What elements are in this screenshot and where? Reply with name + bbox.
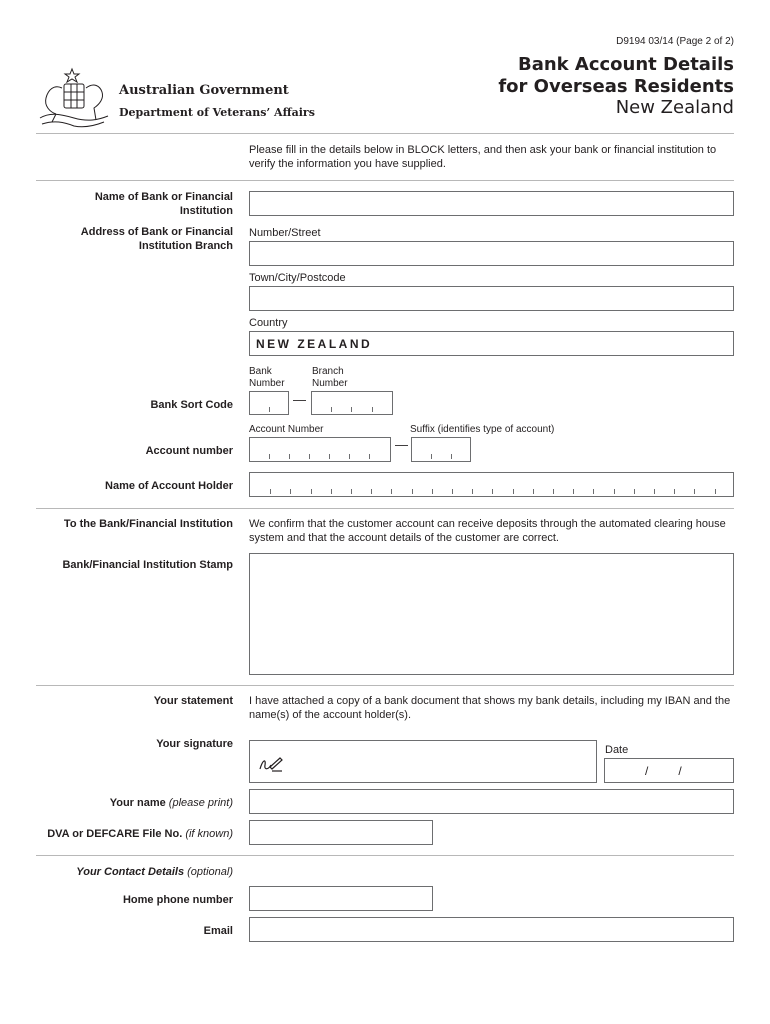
- dash-separator: —: [395, 437, 408, 452]
- town-city-input[interactable]: [249, 286, 734, 311]
- form-title-line-1: Bank Account Details: [517, 54, 734, 75]
- account-number-label: Account number: [145, 445, 233, 457]
- bank-name-label-line-2: Institution: [179, 205, 233, 217]
- your-name-label-text: Your name: [109, 797, 166, 809]
- digit-divider: [431, 454, 432, 459]
- country-caption: Country: [249, 317, 288, 329]
- char-divider: [290, 489, 291, 494]
- branch-number-caption-line-1: Branch: [312, 366, 344, 377]
- account-holder-input[interactable]: [249, 472, 734, 497]
- account-number-input[interactable]: [249, 437, 391, 462]
- branch-number-caption: [312, 366, 348, 390]
- char-divider: [715, 489, 716, 494]
- bank-confirmation-text: We confirm that the customer account can receive deposits through the automated clearing house system and that the account details of the customer are correct.: [249, 518, 726, 544]
- bank-number-caption-line-1: Bank: [249, 366, 272, 377]
- digit-divider: [269, 454, 270, 459]
- signature-label: Your signature: [156, 738, 233, 750]
- char-divider: [432, 489, 433, 494]
- char-divider: [472, 489, 473, 494]
- date-separators: / /: [645, 764, 682, 778]
- your-name-input[interactable]: [249, 789, 734, 814]
- suffix-input[interactable]: [411, 437, 471, 462]
- form-code: D9194 03/14 (Page 2 of 2): [616, 36, 734, 47]
- coat-of-arms-icon: [34, 66, 114, 132]
- digit-divider: [331, 407, 332, 412]
- country-value: NEW ZEALAND: [256, 337, 373, 351]
- number-street-caption: Number/Street: [249, 227, 321, 239]
- contact-heading-text: Your Contact Details: [76, 866, 185, 878]
- department-name: Department of Veterans’ Affairs: [119, 106, 315, 119]
- branch-number-caption-line-2: Number: [312, 378, 348, 389]
- statement-label: Your statement: [153, 695, 233, 707]
- bank-section-label: To the Bank/Financial Institution: [63, 518, 233, 530]
- divider: [36, 133, 734, 134]
- digit-divider: [269, 407, 270, 412]
- dash-separator: —: [293, 392, 306, 407]
- address-label-line-2: Institution Branch: [138, 240, 233, 252]
- email-input[interactable]: [249, 917, 734, 942]
- char-divider: [371, 489, 372, 494]
- digit-divider: [372, 407, 373, 412]
- digit-divider: [451, 454, 452, 459]
- divider: [36, 508, 734, 509]
- char-divider: [270, 489, 271, 494]
- home-phone-input[interactable]: [249, 886, 433, 911]
- digit-divider: [369, 454, 370, 459]
- file-number-label: [47, 827, 233, 841]
- suffix-caption: Suffix (identifies type of account): [410, 424, 555, 435]
- char-divider: [351, 489, 352, 494]
- char-divider: [634, 489, 635, 494]
- signature-box[interactable]: [249, 740, 597, 783]
- account-holder-label: Name of Account Holder: [105, 480, 233, 492]
- char-divider: [452, 489, 453, 494]
- file-number-label-text: DVA or DEFCARE File No.: [47, 828, 183, 840]
- your-name-label: [110, 796, 233, 810]
- branch-number-input[interactable]: [311, 391, 393, 415]
- char-divider: [513, 489, 514, 494]
- bank-number-input[interactable]: [249, 391, 289, 415]
- account-number-caption: Account Number: [249, 424, 324, 435]
- bank-number-caption: [249, 366, 285, 390]
- date-input[interactable]: [604, 758, 734, 783]
- intro-text: Please fill in the details below in BLOCK letters, and then ask your bank or financial institution to verify the information you have supplied.: [249, 144, 717, 170]
- address-label: [81, 225, 233, 253]
- char-divider: [593, 489, 594, 494]
- char-divider: [694, 489, 695, 494]
- digit-divider: [349, 454, 350, 459]
- form-subtitle: New Zealand: [615, 97, 734, 118]
- number-street-input[interactable]: [249, 241, 734, 266]
- char-divider: [533, 489, 534, 494]
- file-number-hint: (if known): [185, 828, 233, 840]
- digit-divider: [329, 454, 330, 459]
- statement-text: I have attached a copy of a bank document that shows my bank details, including my IBAN and the name(s) of the account holder(s).: [249, 695, 731, 721]
- divider: [36, 180, 734, 181]
- char-divider: [654, 489, 655, 494]
- home-phone-label: Home phone number: [122, 894, 233, 906]
- stamp-label: Bank/Financial Institution Stamp: [62, 559, 233, 571]
- stamp-box[interactable]: [249, 553, 734, 675]
- email-label: Email: [203, 925, 233, 937]
- char-divider: [391, 489, 392, 494]
- address-label-line-1: Address of Bank or Financial: [80, 226, 233, 238]
- bank-number-caption-line-2: Number: [249, 378, 285, 389]
- contact-heading: [76, 865, 233, 879]
- contact-heading-hint: (optional): [187, 866, 233, 878]
- char-divider: [331, 489, 332, 494]
- char-divider: [553, 489, 554, 494]
- town-city-caption: Town/City/Postcode: [249, 272, 346, 284]
- divider: [36, 855, 734, 856]
- char-divider: [674, 489, 675, 494]
- pen-sign-icon: [258, 755, 284, 773]
- char-divider: [573, 489, 574, 494]
- char-divider: [311, 489, 312, 494]
- file-number-input[interactable]: [249, 820, 433, 845]
- char-divider: [412, 489, 413, 494]
- bank-name-input[interactable]: [249, 191, 734, 216]
- char-divider: [614, 489, 615, 494]
- divider: [36, 685, 734, 686]
- form-title: [498, 54, 734, 98]
- digit-divider: [351, 407, 352, 412]
- gov-name: Australian Government: [119, 83, 289, 98]
- digit-divider: [309, 454, 310, 459]
- country-field: [249, 331, 734, 356]
- date-label: Date: [605, 744, 629, 756]
- char-divider: [492, 489, 493, 494]
- form-title-line-2: for Overseas Residents: [498, 76, 734, 97]
- sort-code-label: Bank Sort Code: [150, 399, 233, 411]
- bank-name-label-line-1: Name of Bank or Financial: [94, 191, 233, 203]
- digit-divider: [289, 454, 290, 459]
- bank-name-label: [95, 190, 233, 218]
- your-name-hint: (please print): [168, 797, 233, 809]
